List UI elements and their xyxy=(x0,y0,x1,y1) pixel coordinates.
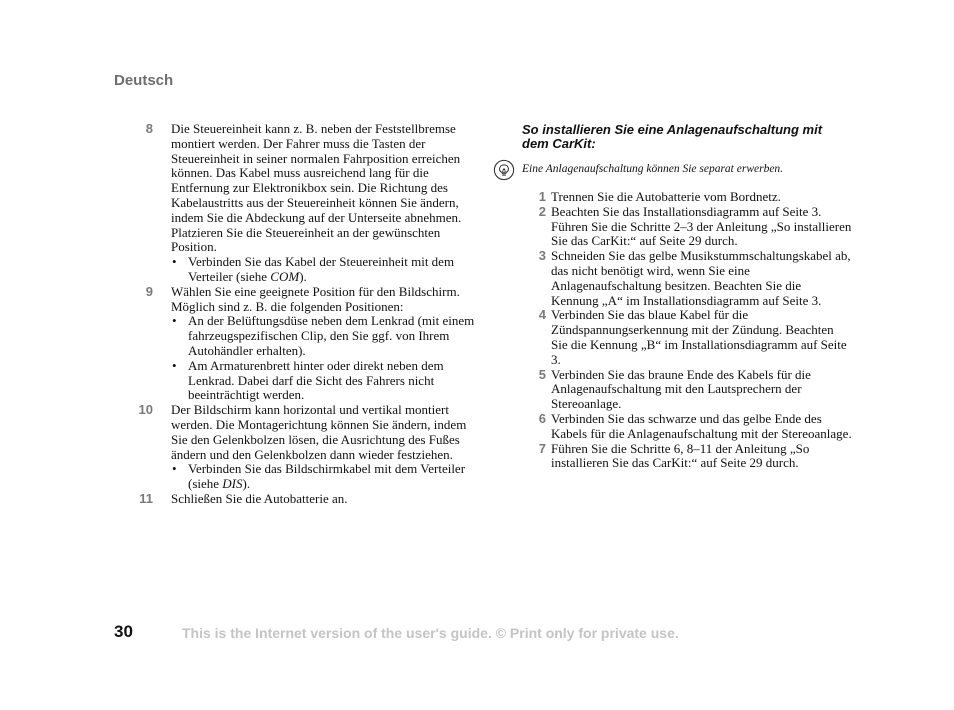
step-number: 2 xyxy=(538,203,546,219)
section-language-label: Deutsch xyxy=(114,72,174,89)
section-heading: So installieren Sie eine Anlagenaufschaltung mit dem CarKit: xyxy=(522,122,823,151)
step-1 xyxy=(522,190,852,205)
step-text: Schneiden Sie das gelbe Musikstummschaltungskabel ab, das nicht benötigt wird, wenn Sie eine Anlagenaufschaltung besitzen. Beachten Sie die Kennung „A“ im Installationsdiagramm auf Seite 3. xyxy=(551,248,851,308)
step-text: Führen Sie die Schritte 6, 8–11 der Anleitung „So installieren Sie das CarKit:“ auf Seite 29 durch. xyxy=(551,440,810,471)
step-7 xyxy=(522,442,852,472)
step-3 xyxy=(522,249,852,308)
bullet-item: • An der Belüftungsdüse neben dem Lenkrad (mit einem fahrzeugspezifischen Clip, den Sie ggf. von Ihrem Autohändler erhalten). xyxy=(171,314,482,358)
step-number: 8 xyxy=(145,121,153,136)
page-number: 30 xyxy=(114,622,133,641)
step-text: Verbinden Sie das blaue Kabel für die Zündspannungserkennung mit der Zündung. Beachten Sie die Kennung „B“ im Installationsdiagramm auf Seite 3. xyxy=(551,307,847,367)
step-text: Die Steuereinheit kann z. B. neben der Feststellbremse montiert werden. Der Fahrer muss die Tasten der Steuereinheit in seiner normalen Fahrposition erreichen können. Das Kabel muss ausreichend lang für die Entfernung zur Elektronikbox sein. Die Richtung des Kabelaustritts aus der Steuereinheit können Sie ändern, indem Sie die Abdeckung auf der Unterseite abnehmen. Platzieren Sie die Steuereinheit an der gewünschten Position. xyxy=(171,121,462,255)
right-column xyxy=(522,122,852,471)
step-number: 4 xyxy=(538,307,546,323)
step-11 xyxy=(139,490,482,507)
step-number: 11 xyxy=(139,490,153,506)
step-text: Trennen Sie die Autobatterie vom Bordnetz. xyxy=(551,189,781,204)
bullet-item: • Verbinden Sie das Bildschirmkabel mit dem Verteiler (siehe DIS). xyxy=(171,462,482,492)
step-2 xyxy=(522,205,852,249)
term-dis: DIS xyxy=(222,476,243,492)
term-com: COM xyxy=(270,268,300,284)
step-text: Verbinden Sie das schwarze und das gelbe Ende des Kabels für die Anlagenaufschaltung mit der Stereoanlage. xyxy=(551,410,852,441)
step-number: 6 xyxy=(538,410,546,426)
bullet-list xyxy=(171,314,482,403)
step-list xyxy=(522,190,852,471)
step-6 xyxy=(522,412,852,442)
note-text: Eine Anlagenaufschaltung können Sie separat erwerben. xyxy=(522,163,784,175)
step-4 xyxy=(522,308,852,367)
step-text: Schließen Sie die Autobatterie an. xyxy=(171,490,348,506)
bullet-item: • Verbinden Sie das Kabel der Steuereinheit mit dem Verteiler (siehe COM). xyxy=(171,255,482,285)
footer-notice: This is the Internet version of the user's guide. © Print only for private use. xyxy=(182,625,679,641)
step-text: Der Bildschirm kann horizontal und vertikal montiert werden. Die Montagerichtung können Sie ändern, indem Sie den Gelenkbolzen lösen, die Ausrichtung des Fußes ändern und den Gelenkbolzen dann wieder festziehen. xyxy=(171,402,467,462)
bullet-item: • Am Armaturenbrett hinter oder direkt neben dem Lenkrad. Dabei darf die Sicht des Fahrers nicht beeinträchtigt werden. xyxy=(171,359,482,403)
step-number: 5 xyxy=(538,366,546,382)
bullet-list xyxy=(171,255,482,285)
tip-lightbulb-icon xyxy=(493,159,515,181)
step-number: 9 xyxy=(145,283,153,299)
step-number: 3 xyxy=(538,248,546,264)
step-8 xyxy=(142,122,482,285)
step-number: 10 xyxy=(138,402,153,418)
step-text: Wählen Sie eine geeignete Position für den Bildschirm. Möglich sind z. B. die folgenden Positionen: xyxy=(171,283,460,314)
step-number: 7 xyxy=(538,440,546,456)
step-10 xyxy=(138,402,482,492)
step-5 xyxy=(522,368,852,412)
tip-note xyxy=(522,162,852,176)
step-9 xyxy=(142,285,482,403)
bullet-list xyxy=(171,462,482,492)
step-number: 1 xyxy=(538,189,546,204)
step-text: Beachten Sie das Installationsdiagramm auf Seite 3. Führen Sie die Schritte 2–3 der Anleitung „So installieren Sie das CarKit:“ auf Seite 29 durch. xyxy=(551,203,852,249)
left-column xyxy=(138,121,482,507)
step-text: Verbinden Sie das braune Ende des Kabels für die Anlagenaufschaltung mit den Lautsprechern der Stereoanlage. xyxy=(551,366,811,412)
